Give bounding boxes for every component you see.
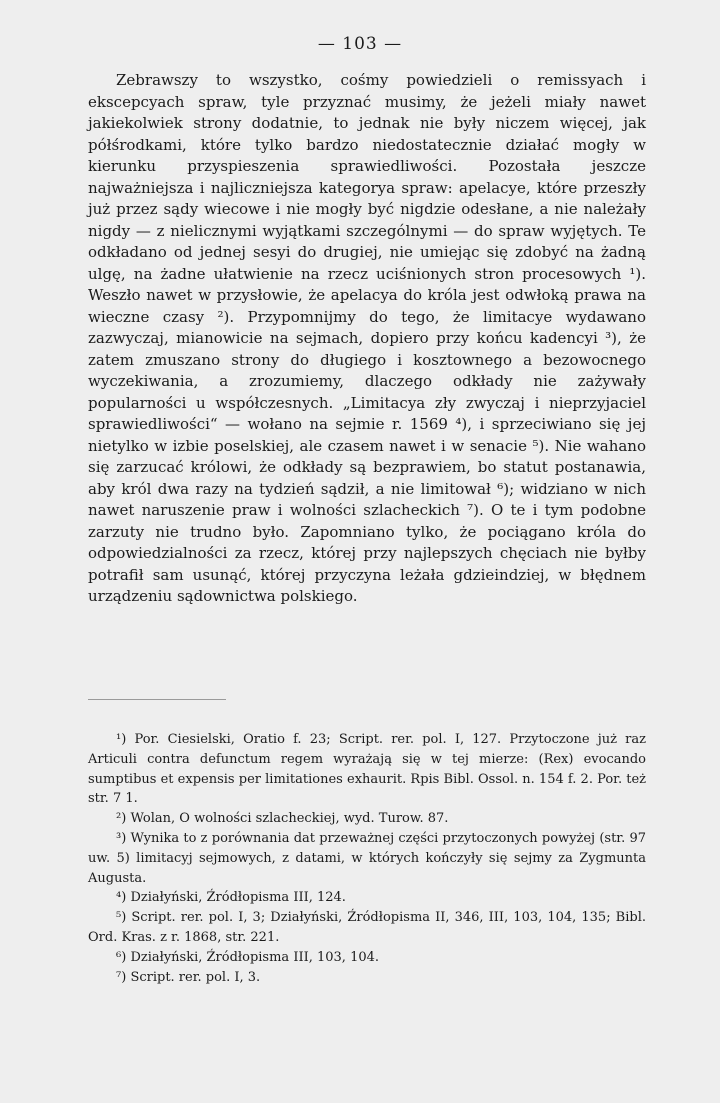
footnote-text: Wolan, O wolności szlacheckiej, wyd. Turow. 87. xyxy=(130,811,449,827)
footnote-6 xyxy=(88,948,646,968)
page-number: — 103 — xyxy=(317,34,403,54)
main-text xyxy=(88,70,646,608)
footnote-1 xyxy=(88,730,646,809)
footnote-text: Wynika to z porównania dat przeważnej części przytoczonych powyżej (str. 97 uw. 5) limitacyj sejmowych, z datami, w których kończyły się sejmy za Zygmunta Augusta. xyxy=(88,830,646,886)
footnote-separator xyxy=(88,699,226,700)
body-paragraph: Zebrawszy to wszystko, cośmy powiedzieli o remissyach i ekscepcyach spraw, tyle przyznać musimy, że jeżeli miały nawet jakiekolwiek strony dodatnie, to jednak nie były niczem więcej, jak półśrodkami, które tylko bardzo niedostatecznie działać mogły w kierunku przyspieszenia sprawiedliwości. Pozostała jeszcze najważniejsza i najliczniejsza kategorya spraw: apelacye, które przeszły już przez sądy wiecowe i nie mogły być nigdzie odesłane, a nie należały nigdy — z nielicznymi wyjątkami szczególnymi — do spraw wyjętych. Te odkładano od jednej sesyi do drugiej, nie umiejąc się zdobyć na żadną ulgę, na żadne ułatwienie na rzecz uciśnionych stron procesowych ¹). Weszło nawet w przysłowie, że apelacya do króla jest odwłoką prawa na wieczne czasy ²). Przypomnijmy do tego, że limitacye wydawano zazwyczaj, mianowicie na sejmach, dopiero przy końcu kadencyi ³), że zatem zmuszano strony do długiego i kosztownego a bezowocnego wyczekiwania, a zrozumiemy, dlaczego odkłady nie zażywały popularności u współczesnych. „Limitacya zły zwyczaj i nieprzyjaciel sprawiedliwości“ — wołano na sejmie r. 1569 ⁴), i sprzeciwiano się jej nietylko w izbie poselskiej, ale czasem nawet i w senacie ⁵). Nie wahano się zarzucać królowi, że odkłady są bezprawiem, bo statut postanawia, aby król dwa razy na tydzień sądził, a nie limitował ⁶); widziano w nich nawet naruszenie praw i wolności szlacheckich ⁷). O te i tym podobne zarzuty nie trudno było. Zapomniano tylko, że pociągano króla do odpowiedzialności za rzecz, której przy najlepszych chęciach nie byłby potrafił sam usunąć, której przyczyna leżała gdzieindziej, w błędnem urządzeniu sądownictwa polskiego. xyxy=(88,71,646,605)
footnote-text: Por. Ciesielski, Oratio f. 23; Script. rer. pol. I, 127. Przytoczone już raz Articuli contra defunctum regem wyrażają się w tej mierze: (Rex) evocando sumptibus et expensis per limitationes exhaurit. Rpis Bibl. Ossol. n. 154 f. 2. Por. też str. 7 1. xyxy=(88,732,646,807)
footnotes xyxy=(88,730,646,987)
footnote-mark: ³) xyxy=(116,830,127,846)
footnote-mark: ¹) xyxy=(116,732,127,747)
footnote-mark: ⁴) xyxy=(116,890,127,906)
footnote-7 xyxy=(88,968,646,988)
footnote-mark: ⁶) xyxy=(116,949,127,965)
footnote-5 xyxy=(88,908,646,948)
footnote-4 xyxy=(88,888,646,908)
footnote-3 xyxy=(88,829,646,888)
footnote-mark: ⁷) xyxy=(116,969,127,985)
footnote-text: Script. rer. pol. I, 3. xyxy=(130,969,261,985)
footnote-mark: ⁵) xyxy=(116,910,127,926)
footnote-text: Działyński, Źródłopisma III, 103, 104. xyxy=(130,949,380,965)
footnote-text: Script. rer. pol. I, 3; Działyński, Źródłopisma II, 346, III, 103, 104, 135; Bibl. Ord. Kras. z r. 1868, str. 221. xyxy=(88,910,646,945)
footnote-2 xyxy=(88,809,646,829)
footnote-mark: ²) xyxy=(116,811,127,827)
footnote-text: Działyński, Źródłopisma III, 124. xyxy=(130,890,346,906)
